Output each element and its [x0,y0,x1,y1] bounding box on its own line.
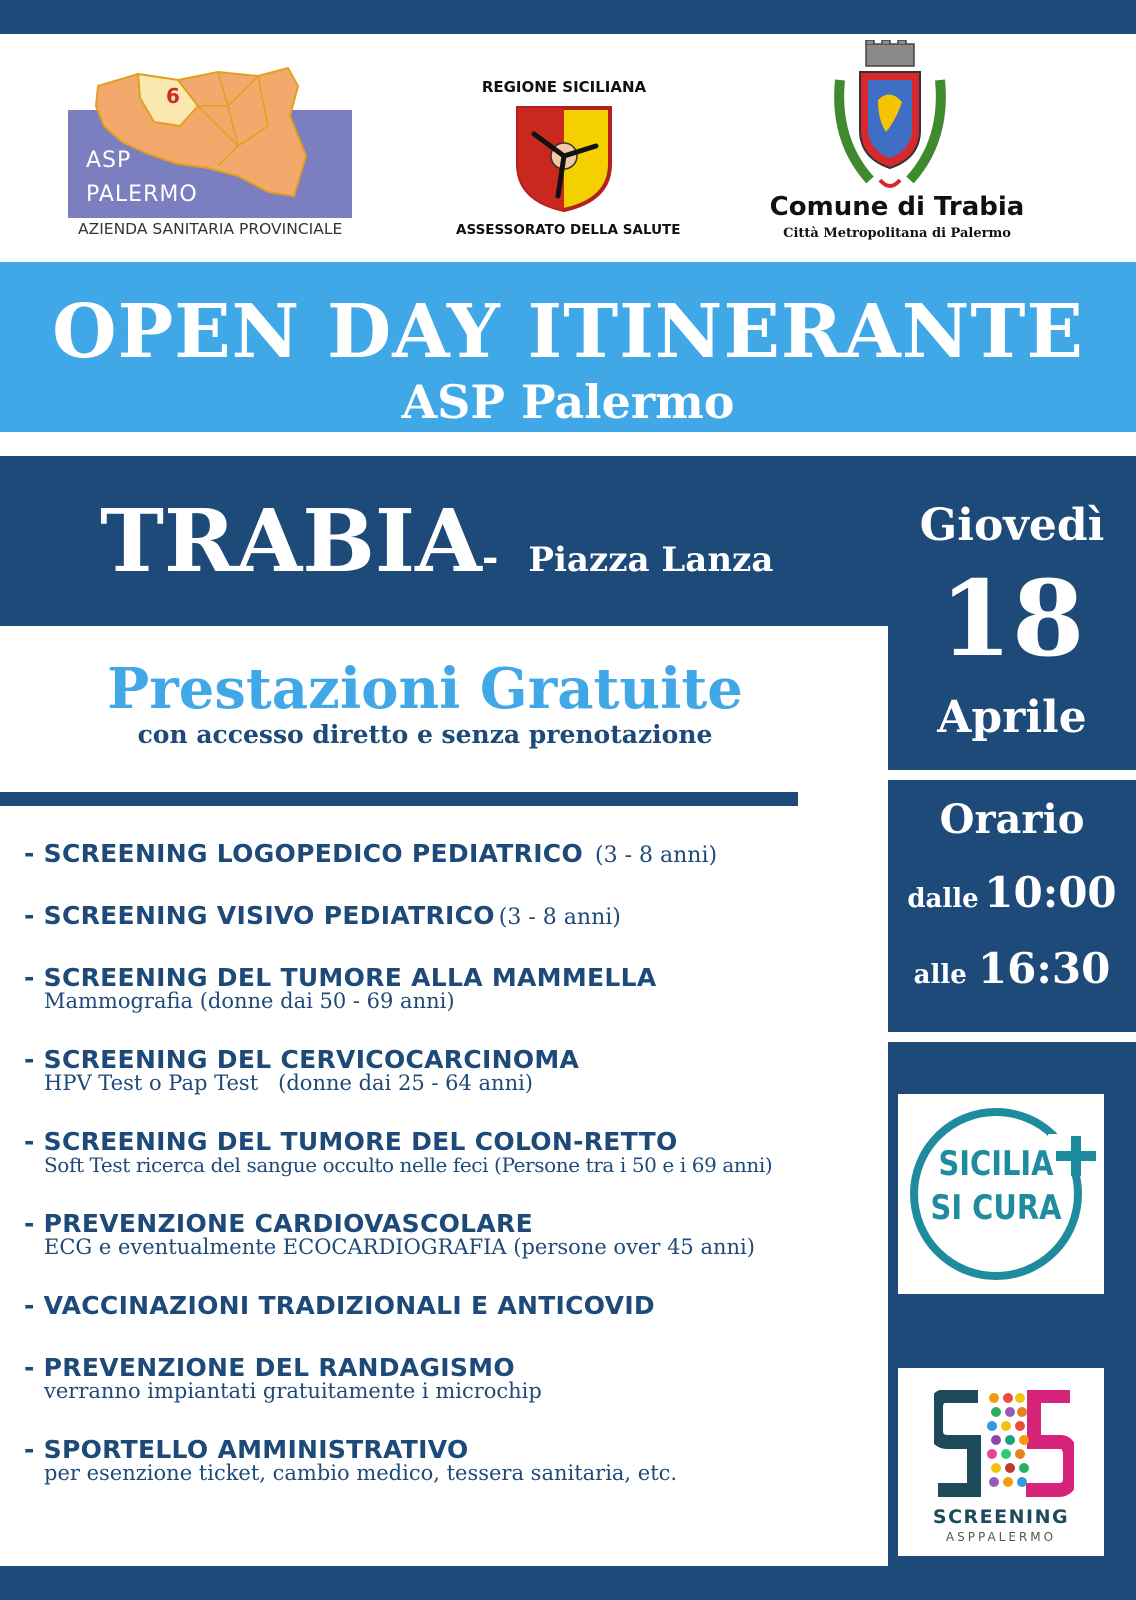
service-title: - SPORTELLO AMMINISTRATIVO [24,1435,469,1464]
service-detail: per esenzione ticket, cambio medico, tessera sanitaria, etc. [44,1461,678,1485]
regione-siciliana-logo [456,74,681,244]
event-city [100,492,773,610]
hours-start-time: 10:00 [984,868,1117,917]
regione-logo-top: REGIONE SICILIANA [481,78,647,96]
list-item [24,1208,755,1260]
hours-end [888,944,1136,993]
sidebar-divider [888,770,1136,780]
event-day-number: 18 [939,557,1085,680]
hours-start-label: dalle [907,884,979,914]
service-title: - SCREENING DEL TUMORE DEL COLON-RETTO [24,1127,678,1156]
services-title: Prestazioni Gratuite [107,656,743,722]
asp-logo-line2: PALERMO [86,182,198,207]
list-item [24,1352,542,1404]
asp-logo-number: 6 [166,84,180,108]
bottom-bar [0,1566,1136,1600]
event-location: Piazza Lanza [528,540,774,580]
service-title: - VACCINAZIONI TRADIZIONALI E ANTICOVID [24,1291,655,1320]
hours-title: Orario [939,796,1085,843]
asp-palermo-logo [68,46,360,246]
list-item [24,838,717,870]
service-detail: HPV Test o Pap Test (donne dai 25 - 64 anni) [44,1071,533,1095]
regione-logo-bottom: ASSESSORATO DELLA SALUTE [456,222,681,238]
screening-asp-palermo-badge [898,1368,1104,1556]
service-title: - SCREENING LOGOPEDICO PEDIATRICO [24,839,583,868]
services-divider [0,792,798,806]
asp-logo-caption: AZIENDA SANITARIA PROVINCIALE [78,220,343,238]
service-detail: Mammografia (donne dai 50 - 69 anni) [44,989,455,1013]
service-age-range: (3 - 8 anni) [595,843,718,868]
service-title: - PREVENZIONE DEL RANDAGISMO [24,1353,515,1382]
screening-badge-sub: ASPPALERMO [945,1530,1057,1544]
event-month: Aprile [937,692,1087,743]
asp-palermo-logo-graphic [68,46,360,246]
sicilia-badge-line2: SI CURA [930,1188,1062,1228]
service-detail: ECG e eventualmente ECOCARDIOGRAFIA (persone over 45 anni) [44,1235,755,1259]
hours-end-label: alle [913,960,967,990]
comune-di-trabia-logo [752,40,1042,250]
event-weekday: Giovedì [919,500,1105,551]
page-subtitle: ASP Palermo [401,375,735,429]
list-item [24,900,621,932]
hours-start [888,868,1136,917]
trabia-coat-of-arms-icon [830,40,950,200]
trabia-logo-subtitle: Città Metropolitana di Palermo [783,226,1011,241]
screening-logo-icon [934,1390,1074,1498]
sicilia-si-cura-badge [898,1094,1104,1294]
top-bar [0,0,1136,34]
list-item [24,1044,579,1096]
trabia-logo-name: Comune di Trabia [769,192,1025,222]
list-item [24,1290,655,1322]
service-title: - SCREENING DEL CERVICOCARCINOMA [24,1045,580,1074]
service-age-range: (3 - 8 anni) [498,905,621,930]
service-title: - SCREENING VISIVO PEDIATRICO [24,901,495,930]
list-item [24,962,657,1014]
page-title: OPEN DAY ITINERANTE [52,289,1084,375]
sidebar-divider [888,1032,1136,1042]
sicilia-badge-line1: SICILIA [938,1144,1054,1184]
event-city-dash: - [481,534,499,581]
screening-dots [987,1393,1029,1487]
service-detail: Soft Test ricerca del sangue occulto nelle feci (Persone tra i 50 e i 69 anni) [44,1153,773,1177]
event-city-name: TRABIA [100,491,482,592]
list-item [24,1126,772,1178]
asp-logo-line1: ASP [86,148,132,173]
trinacria-shield-icon [514,104,614,214]
list-item [24,1434,677,1486]
service-title: - PREVENZIONE CARDIOVASCOLARE [24,1209,533,1238]
hours-end-time: 16:30 [977,944,1111,993]
service-detail: verranno impiantati gratuitamente i microchip [44,1379,542,1403]
screening-badge-word: SCREENING [932,1506,1070,1528]
service-title: - SCREENING DEL TUMORE ALLA MAMMELLA [24,963,657,992]
services-subtitle: con accesso diretto e senza prenotazione [137,720,713,749]
